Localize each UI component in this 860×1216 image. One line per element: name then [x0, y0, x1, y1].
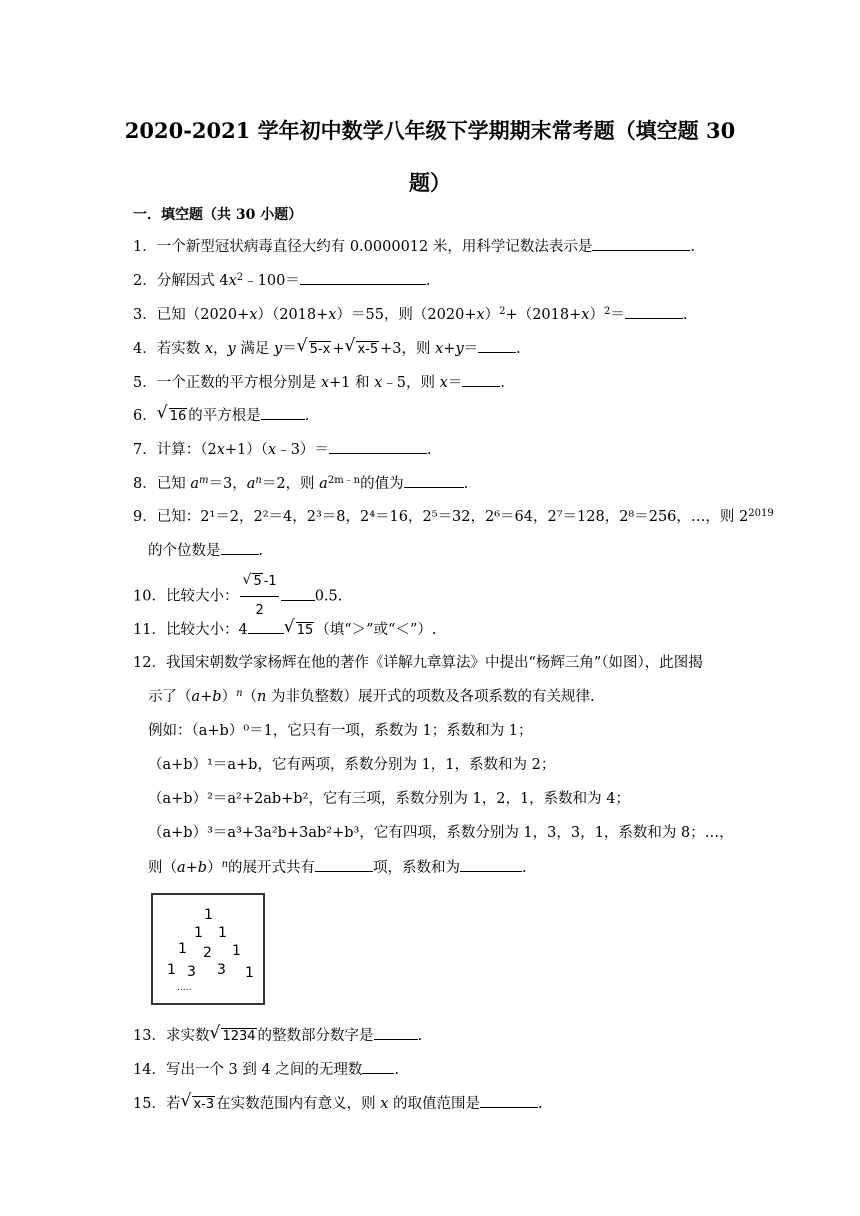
answer-blank[interactable]	[315, 857, 373, 872]
answer-blank[interactable]	[462, 372, 500, 387]
question-12-line-4: （a+b）¹＝a+b，它有两项，系数分别为 1，1，系数和为 2；	[148, 757, 556, 773]
question-3: 3．已知（2020+x）（2018+x）＝55，则$(2020+x)^2+(2018+x)^2=$ .	[133, 306, 688, 323]
question-10: 10．比较大小： √ 5 -1 2 0.5.	[133, 568, 342, 625]
yang-hui-triangle-figure	[151, 893, 265, 1005]
triangle-number: 1	[232, 943, 241, 959]
document-title	[0, 105, 860, 209]
answer-blank[interactable]	[248, 619, 284, 634]
question-5: 5．一个正数的平方根分别是 x+1 和 x﹣5，则 x＝ .	[133, 372, 505, 393]
question-1: 1．一个新型冠状病毒直径大约有 0.0000012 米，用科学记数法表示是 .	[133, 236, 695, 257]
triangle-number: 1	[194, 925, 203, 941]
triangle-number: 3	[187, 964, 196, 980]
triangle-number: 3	[217, 962, 226, 978]
question-12-line-7: 则$(a+b)^n$的展开式共有 项，系数和为 .	[148, 859, 527, 876]
triangle-number: 1	[178, 941, 187, 957]
triangle-number: 1	[167, 962, 176, 978]
answer-blank[interactable]	[281, 586, 315, 601]
answer-blank[interactable]	[362, 1059, 394, 1074]
answer-blank[interactable]	[478, 338, 516, 353]
question-12-line-3: 例如：（a+b）⁰＝1，它只有一项，系数为 1；系数和为 1；	[148, 723, 533, 739]
radical: √ 15	[283, 617, 314, 638]
question-12-line-5: （a+b）²＝a²+2ab+b²，它有三项，系数分别为 1，2，1，系数和为 4；	[148, 791, 631, 807]
answer-blank[interactable]	[374, 1025, 418, 1040]
answer-blank[interactable]	[404, 473, 464, 488]
radical: √ x-5	[344, 336, 379, 357]
question-12: 12．我国宋朝数学家杨辉在他的著作《详解九章算法》中提出“杨辉三角”（如图），此图揭	[133, 655, 703, 671]
question-4: 4．若实数 x，y 满足 y＝ √ 5-x + √ x-5 +3，则 x+y＝ .	[133, 338, 521, 360]
triangle-number: 2	[203, 945, 212, 961]
radical: √ 16	[156, 403, 187, 424]
triangle-number: 1	[218, 925, 227, 941]
answer-blank[interactable]	[592, 236, 690, 251]
question-14: 14．写出一个 3 到 4 之间的无理数 .	[133, 1059, 399, 1080]
title-line-1: 2020-2021 学年初中数学八年级下学期期末常考题（填空题 30	[124, 118, 736, 143]
question-8: 8．已知 $a^m=3$，$a^n=2$，则 $a^{2m﹣n}$的值为 .	[133, 475, 469, 492]
question-2: 2．分解因式 $4x^2﹣100=$ .	[133, 272, 431, 289]
answer-blank[interactable]	[625, 304, 683, 319]
answer-blank[interactable]	[460, 857, 522, 872]
question-12-line-2: 示了$(a+b)^n(n$ 为非负整数）展开式的项数及各项系数的有关规律.	[148, 688, 595, 705]
question-9-continued: 的个位数是 .	[148, 540, 263, 561]
answer-blank[interactable]	[261, 405, 305, 420]
question-7: 7．计算：（2x+1）（x﹣3）＝ .	[133, 439, 432, 460]
title-line-2: 题）	[409, 170, 451, 195]
radical: √ 1234	[209, 1023, 256, 1044]
question-12-line-6: （a+b）³＝a³+3a²b+3ab²+b³，它有四项，系数分别为 1，3，3，1，系数和为 8；…，	[148, 825, 734, 841]
radical: √ x-3	[180, 1091, 215, 1112]
fraction: √ 5 -1 2	[240, 568, 278, 625]
radical: √ 5-x	[296, 336, 331, 357]
answer-blank[interactable]	[221, 540, 259, 555]
question-13: 13．求实数 √ 1234 的整数部分数字是 .	[133, 1025, 422, 1047]
question-11: 11．比较大小：4 √ 15 （填“＞”或“＜”）.	[133, 619, 437, 641]
answer-blank[interactable]	[329, 439, 427, 454]
section-heading: 一．填空题（共 30 小题）	[133, 207, 303, 223]
question-6: 6． √ 16 的平方根是 .	[133, 405, 309, 427]
triangle-number: 1	[204, 907, 213, 923]
question-9: 9．已知：2¹＝2，2²＝4，2³＝8，2⁴＝16，2⁵＝32，2⁶＝64，2⁷＝128，2⁸＝256，…，则 $2^{2019}$	[133, 508, 774, 525]
question-15: 15．若 √ x-3 在实数范围内有意义，则 x 的取值范围是 .	[133, 1093, 543, 1115]
triangle-ellipsis: .....	[177, 983, 192, 993]
answer-blank[interactable]	[480, 1093, 538, 1108]
triangle-number: 1	[245, 965, 254, 981]
answer-blank[interactable]	[300, 270, 426, 285]
